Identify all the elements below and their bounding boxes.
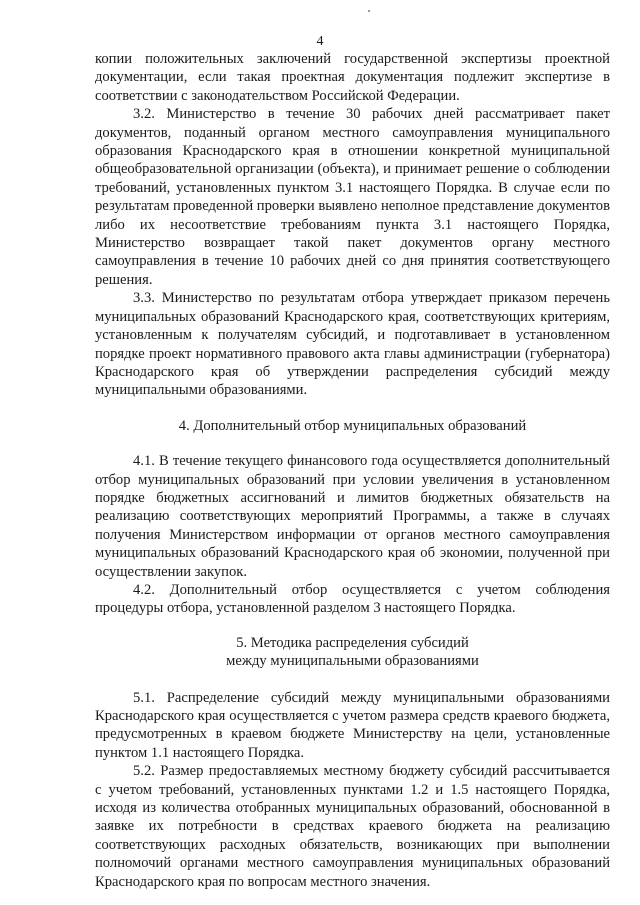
section-5-heading-line-1: 5. Методика распределения субсидий (236, 634, 469, 651)
scan-speck (368, 10, 370, 12)
paragraph-3-1-continuation: копии положительных заключений государственной экспертизы проектной документации, если такая проектная документация подлежит экспертизе в соответствии с законодательством Российской Федерации. (95, 51, 610, 104)
paragraph-3-3: 3.3. Министерство по результатам отбора утверждает приказом перечень муниципальных образований Краснодарского края, соответствующих критериям, установленным к получателям субсидий, и подготавливает в установленном порядке проект нормативного правового акта главы администрации (губернатора) Краснодарского края об утверждении распределения субсидий между муниципальными образованиями. (95, 290, 610, 399)
paragraph-5-2: 5.2. Размер предоставляемых местному бюджету субсидий рассчитывается с учетом требований, установленных пунктами 1.2 и 1.5 настоящего Порядка, исходя из количества отобранных муниципальных образований, обоснованной в заявке их потребности в средствах краевого бюджета на реализацию соответствующих расходных обязательств, возникающих при выполнении полномочий органами местного самоуправления муниципальных образований Краснодарского края по вопросам местного значения. (95, 763, 610, 890)
section-5-heading-line-2: между муниципальными образованиями (226, 653, 479, 670)
section-4-heading: 4. Дополнительный отбор муниципальных образований (178, 417, 527, 434)
paragraph-4-2: 4.2. Дополнительный отбор осуществляется с учетом соблюдения процедуры отбора, установленной разделом 3 настоящего Порядка. (95, 581, 610, 617)
paragraph-5-1: 5.1. Распределение субсидий между муниципальными образованиями Краснодарского края осуществляется с учетом размера средств краевого бюджета, предусмотренных в краевом бюджете Министерству на цели, установленные пунктом 1.1 настоящего Порядка. (95, 689, 610, 761)
paragraph-4-1: 4.1. В течение текущего финансового года осуществляется дополнительный отбор муниципальных образований при условии увеличения в установленном порядке бюджетных ассигнований и лимитов бюджетных обязательств на реализацию соответствующих мероприятий Программы, а также в случаях получения Министерством информации от органов местного самоуправления муниципальных образований Краснодарского края об экономии, полученной при осуществлении закупок. (95, 453, 610, 580)
document-body (95, 50, 610, 891)
paragraph-3-2: 3.2. Министерство в течение 30 рабочих дней рассматривает пакет документов, поданный органом местного самоуправления муниципального образования Краснодарского края в отношении конкретной муниципальной общеобразовательной организации (объекта), и принимает решение о соблюдении требований, установленных пунктом 3.1 настоящего Порядка. В случае если по результатам проведенной проверки выявлено неполное представление документов либо их несоответствие требованиям пункта 3.1 настоящего Порядка, Министерство возвращает такой пакет документов органу местного самоуправления в течение 10 рабочих дней со дня принятия соответствующего решения. (95, 106, 610, 288)
page-number: 4 (316, 34, 324, 49)
section-5-heading (95, 634, 610, 671)
